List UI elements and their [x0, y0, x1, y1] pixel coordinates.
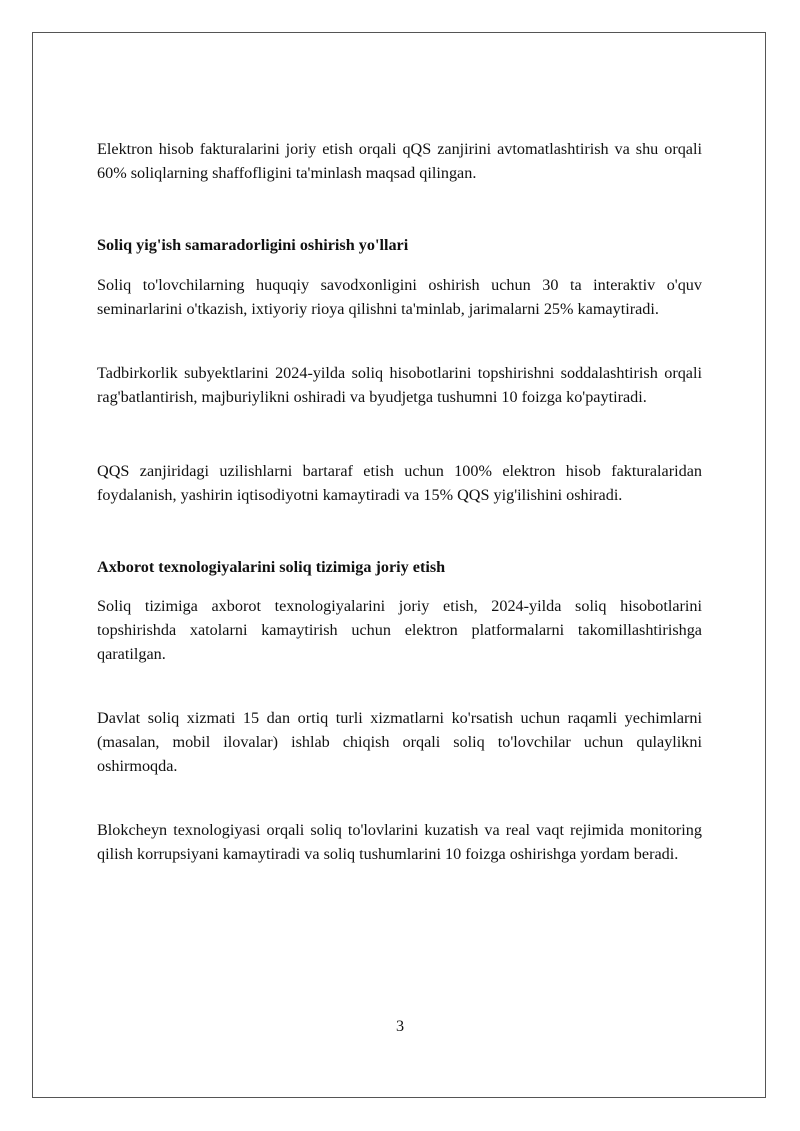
paragraph-digital-services: Davlat soliq xizmati 15 dan ortiq turli xizmatlarni ko'rsatish uchun raqamli yechimlarni (masalan, mobil ilovalar) ishlab chiqish orqali soliq to'lovchilar uchun qulaylikni oshirmoqda.	[97, 709, 702, 775]
paragraph-it-platforms: Soliq tizimiga axborot texnologiyalarini joriy etish, 2024-yilda soliq hisobotlarini topshirishda xatolarni kamaytirish uchun elektron platformalarni takomillashtirishga qaratilgan.	[97, 597, 702, 663]
paragraph-einvoice-goal: Elektron hisob fakturalarini joriy etish orqali qQS zanjirini avtomatlashtirish va shu orqali 60% soliqlarning shaffofligini ta'minlash maqsad qilingan.	[97, 140, 702, 182]
paragraph-seminars: Soliq to'lovchilarning huquqiy savodxonligini oshirish uchun 30 ta interaktiv o'quv seminarlarini o'tkazish, ixtiyoriy rioya qilishni ta'minlab, jarimalarni 25% kamaytiradi.	[97, 276, 702, 318]
document-body	[97, 137, 702, 866]
paragraph-vat-chain: QQS zanjiridagi uzilishlarni bartaraf etish uchun 100% elektron hisob fakturalaridan foydalanish, yashirin iqtisodiyotni kamaytiradi va 15% QQS yig'ilishini oshiradi.	[97, 462, 702, 504]
paragraph-blockchain: Blokcheyn texnologiyasi orqali soliq to'lovlarini kuzatish va real vaqt rejimida monitoring qilish korrupsiyani kamaytiradi va soliq tushumlarini 10 foizga oshirishga yordam beradi.	[97, 821, 702, 863]
section-heading-tax-collection: Soliq yig'ish samaradorligini oshirish yo'llari	[97, 236, 409, 254]
paragraph-business-reporting: Tadbirkorlik subyektlarini 2024-yilda soliq hisobotlarini topshirishni soddalashtirish orqali rag'batlantirish, majburiylikni oshiradi va byudjetga tushumni 10 foizga ko'paytiradi.	[97, 364, 702, 406]
section-heading-it-adoption: Axborot texnologiyalarini soliq tizimiga joriy etish	[97, 558, 446, 576]
page-number: 3	[395, 1017, 405, 1035]
